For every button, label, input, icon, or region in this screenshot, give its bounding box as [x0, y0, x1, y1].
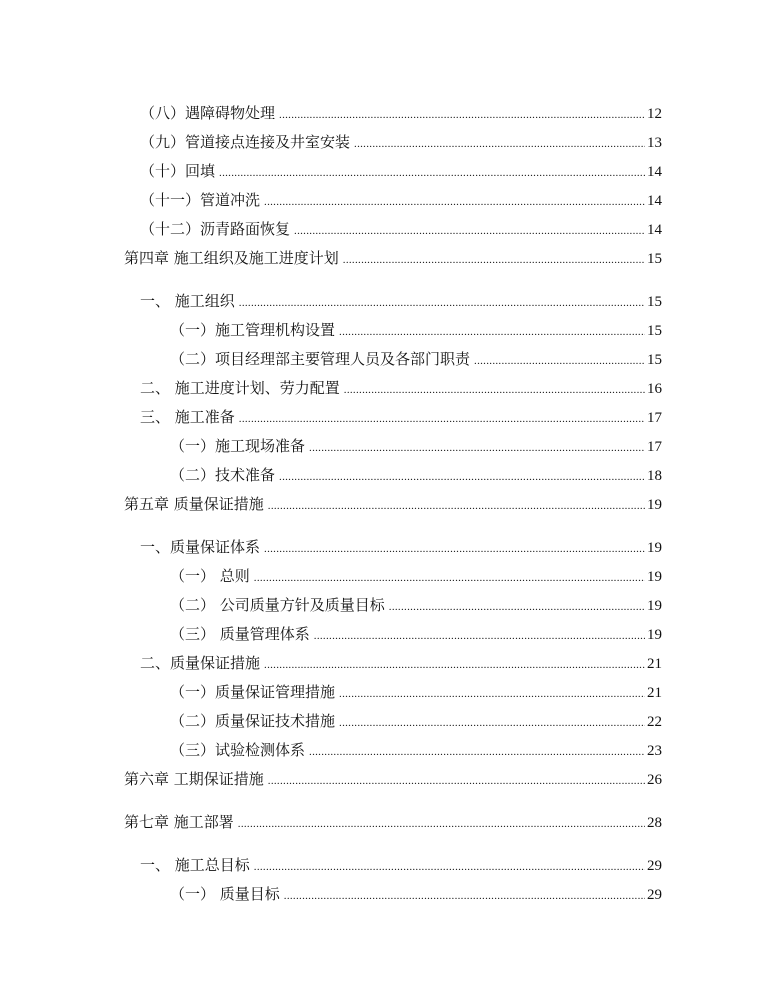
toc-entry-page: 15	[647, 352, 662, 368]
toc-entry[interactable]	[140, 103, 662, 125]
toc-entry-title: 一、质量保证体系	[140, 538, 261, 556]
toc-entry-title: （十一）管道冲洗	[140, 191, 261, 209]
toc-entry-page: 19	[647, 627, 662, 643]
toc-entry-page: 26	[647, 772, 662, 788]
toc-entry[interactable]	[170, 320, 662, 342]
toc-entry-page: 19	[647, 569, 662, 585]
dot-leader	[343, 250, 645, 270]
toc-entry-title: （一）质量保证管理措施	[170, 683, 336, 701]
toc-entry-title: 二、质量保证措施	[140, 654, 261, 672]
toc-chapter-entry[interactable]	[124, 769, 662, 791]
dot-leader	[239, 409, 645, 429]
toc-entry-title: （一） 总则	[170, 567, 250, 585]
toc-entry[interactable]	[170, 711, 662, 733]
toc-entry-title: 第六章 工期保证措施	[124, 770, 264, 788]
toc-entry-title: （十）回填	[140, 162, 216, 180]
toc-entry-page: 18	[647, 468, 662, 484]
toc-entry[interactable]	[170, 624, 662, 646]
dot-leader	[339, 713, 645, 733]
toc-entry-page: 14	[647, 164, 662, 180]
toc-entry-page: 12	[647, 106, 662, 122]
dot-leader	[354, 134, 645, 154]
dot-leader	[254, 568, 645, 588]
dot-leader	[294, 221, 645, 241]
dot-leader	[314, 626, 645, 646]
toc-entry-page: 28	[647, 815, 662, 831]
toc-chapter-entry[interactable]	[124, 812, 662, 834]
toc-entry[interactable]	[170, 349, 662, 371]
toc-entry[interactable]	[170, 595, 662, 617]
toc-entry-title: （二）质量保证技术措施	[170, 712, 336, 730]
dot-leader	[309, 742, 645, 762]
toc-entry-title: （二）项目经理部主要管理人员及各部门职责	[170, 350, 471, 368]
toc-entry-title: （九）管道接点连接及井室安装	[140, 133, 351, 151]
toc-section-entry[interactable]	[140, 855, 662, 877]
toc-entry-title: （二）技术准备	[170, 466, 276, 484]
toc-chapter-entry[interactable]	[124, 494, 662, 516]
dot-leader	[219, 163, 645, 183]
toc-entry-page: 22	[647, 714, 662, 730]
dot-leader	[264, 539, 645, 559]
dot-leader	[474, 351, 645, 371]
toc-entry[interactable]	[170, 436, 662, 458]
toc-entry-title: 第四章 施工组织及施工进度计划	[124, 249, 339, 267]
dot-leader	[264, 655, 645, 675]
toc-section-entry[interactable]	[140, 537, 662, 559]
toc-entry[interactable]	[140, 161, 662, 183]
toc-entry-page: 21	[647, 685, 662, 701]
toc-entry-page: 17	[647, 439, 662, 455]
toc-entry-page: 23	[647, 743, 662, 759]
toc-entry-page: 15	[647, 251, 662, 267]
toc-entry-page: 15	[647, 323, 662, 339]
toc-entry-title: （一）施工现场准备	[170, 437, 306, 455]
toc-entry[interactable]	[170, 682, 662, 704]
dot-leader	[389, 597, 645, 617]
toc-entry-page: 21	[647, 656, 662, 672]
toc-entry[interactable]	[170, 740, 662, 762]
toc-entry-title: （一） 质量目标	[170, 885, 280, 903]
toc-entry-title: （二） 公司质量方针及质量目标	[170, 596, 385, 614]
dot-leader	[279, 105, 645, 125]
dot-leader	[309, 438, 645, 458]
toc-entry-page: 14	[647, 193, 662, 209]
toc-entry-page: 17	[647, 410, 662, 426]
toc-entry-page: 29	[647, 887, 662, 903]
toc-entry-page: 14	[647, 222, 662, 238]
toc-entry-page: 13	[647, 135, 662, 151]
toc-chapter-entry[interactable]	[124, 248, 662, 270]
toc-entry-title: （十二）沥青路面恢复	[140, 220, 291, 238]
toc-entry-page: 19	[647, 540, 662, 556]
dot-leader	[339, 322, 645, 342]
dot-leader	[254, 857, 645, 877]
toc-entry-title: 一、 施工组织	[140, 292, 235, 310]
toc-entry-title: （三）试验检测体系	[170, 741, 306, 759]
toc-entry-title: 第七章 施工部署	[124, 813, 234, 831]
toc-entry-page: 16	[647, 381, 662, 397]
toc-entry-title: 第五章 质量保证措施	[124, 495, 264, 513]
toc-entry[interactable]	[170, 566, 662, 588]
toc-section-entry[interactable]	[140, 378, 662, 400]
toc-entry-title: （八）遇障碍物处理	[140, 104, 276, 122]
toc-entry[interactable]	[140, 190, 662, 212]
dot-leader	[339, 684, 645, 704]
toc-entry-page: 15	[647, 294, 662, 310]
dot-leader	[268, 496, 645, 516]
toc-entry-title: 三、 施工准备	[140, 408, 235, 426]
toc-entry-title: 一、 施工总目标	[140, 856, 250, 874]
dot-leader	[264, 192, 645, 212]
dot-leader	[238, 814, 645, 834]
toc-entry-title: 二、 施工进度计划、劳力配置	[140, 379, 340, 397]
toc-entry[interactable]	[140, 219, 662, 241]
toc-entry-title: （三） 质量管理体系	[170, 625, 310, 643]
toc-section-entry[interactable]	[140, 407, 662, 429]
toc-entry-page: 29	[647, 858, 662, 874]
toc-entry[interactable]	[170, 465, 662, 487]
dot-leader	[239, 293, 645, 313]
dot-leader	[284, 886, 645, 906]
dot-leader	[279, 467, 645, 487]
dot-leader	[268, 771, 645, 791]
toc-entry-title: （一）施工管理机构设置	[170, 321, 336, 339]
toc-entry[interactable]	[170, 884, 662, 906]
toc-section-entry[interactable]	[140, 291, 662, 313]
toc-entry-page: 19	[647, 598, 662, 614]
dot-leader	[344, 380, 645, 400]
toc-entry[interactable]	[140, 132, 662, 154]
toc-section-entry[interactable]	[140, 653, 662, 675]
toc-entry-page: 19	[647, 497, 662, 513]
